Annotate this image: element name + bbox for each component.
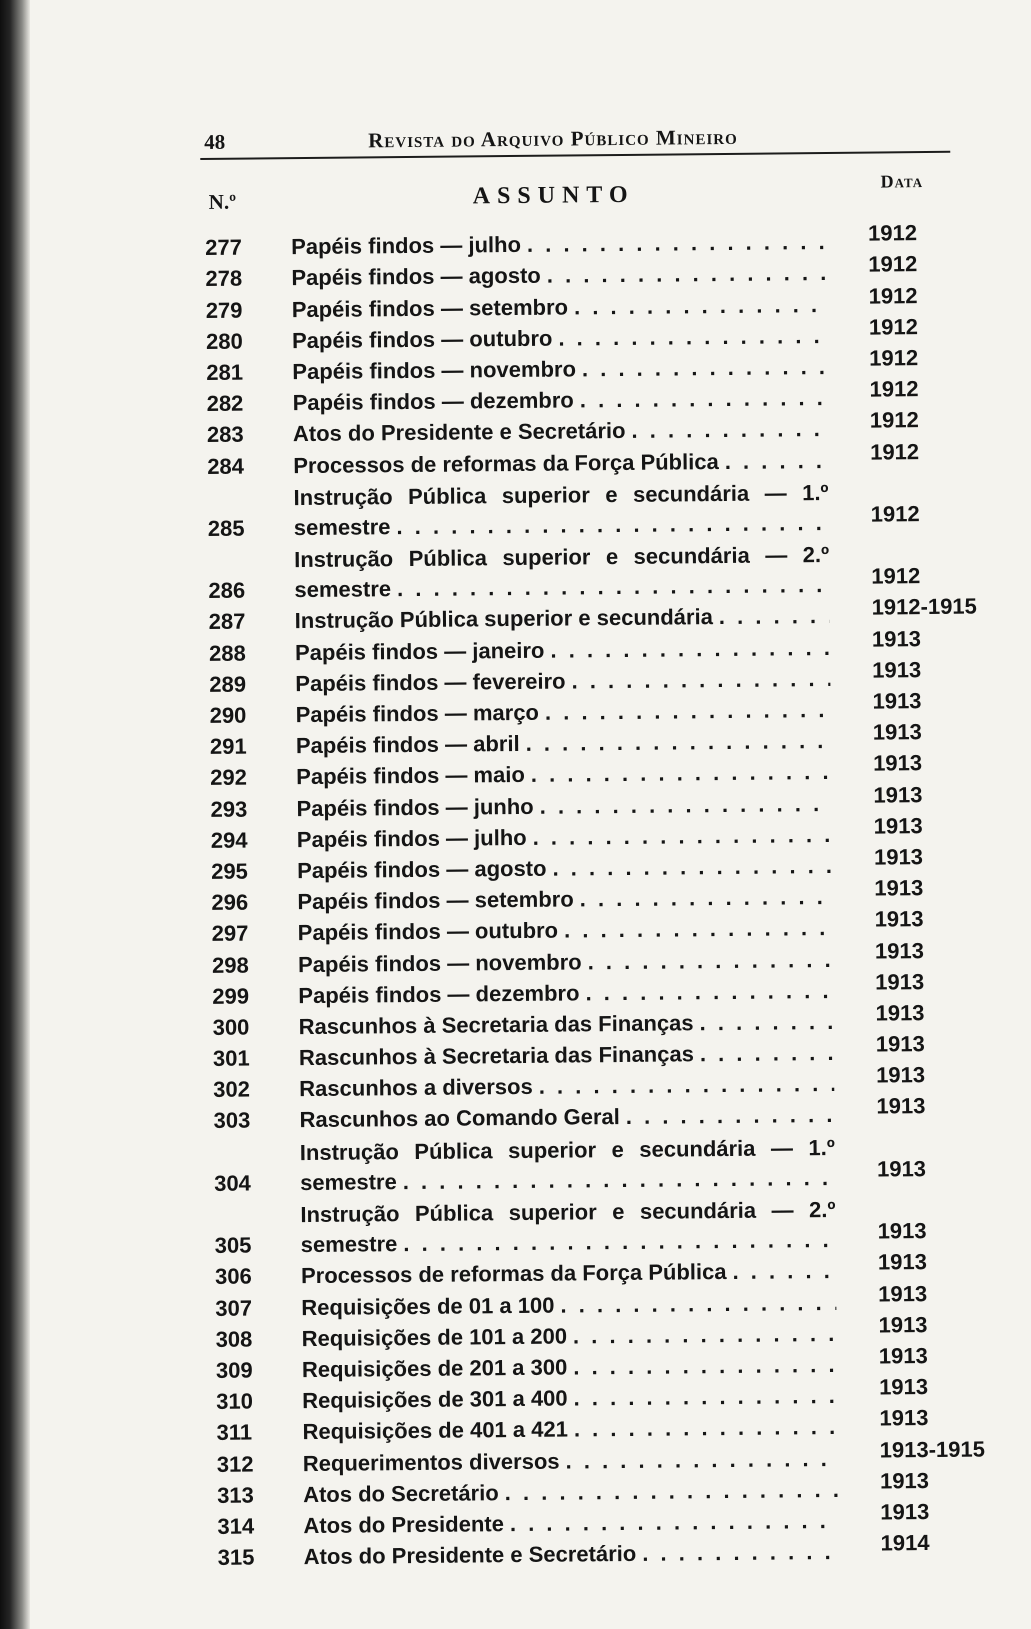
dot-leader bbox=[568, 294, 827, 318]
subject-text: Papéis findos — maio bbox=[296, 762, 525, 790]
subject-text: Atos do Secretário bbox=[303, 1479, 499, 1507]
dot-leader bbox=[693, 1011, 833, 1034]
dot-leader bbox=[544, 637, 830, 662]
dot-leader bbox=[625, 418, 828, 442]
dot-leader bbox=[576, 356, 828, 380]
subject-text: Papéis findos — novembro bbox=[297, 948, 582, 977]
entry-number: 283 bbox=[206, 421, 244, 448]
entry-subject bbox=[299, 1134, 835, 1195]
dot-leader bbox=[620, 1104, 835, 1128]
subject-text: Requisições de 201 a 300 bbox=[301, 1354, 568, 1383]
subject-continuation: semestre bbox=[293, 514, 391, 541]
subject-text: Requisições de 01 a 100 bbox=[301, 1292, 555, 1320]
entry-number: 303 bbox=[213, 1108, 251, 1134]
table-row bbox=[210, 1187, 1001, 1257]
dot-leader bbox=[397, 1229, 836, 1255]
dot-leader bbox=[694, 1042, 834, 1065]
subject-text: Requisições de 401 a 421 bbox=[302, 1416, 569, 1445]
subject-text: Papéis findos — novembro bbox=[292, 356, 577, 385]
entry-date: 1912 bbox=[868, 251, 918, 277]
entry-subject bbox=[293, 479, 829, 541]
subject-text: Requisições de 301 a 400 bbox=[302, 1385, 568, 1414]
dot-leader bbox=[567, 1385, 837, 1410]
column-header-number: N.º bbox=[208, 189, 237, 214]
entry-number: 313 bbox=[217, 1482, 254, 1508]
book-binding-edge bbox=[0, 0, 30, 1629]
entry-date: 1912 bbox=[869, 407, 919, 433]
subject-text: Papéis findos — agosto bbox=[297, 855, 547, 884]
column-header-date: Data bbox=[880, 171, 924, 192]
entry-number: 289 bbox=[209, 671, 247, 697]
entry-number: 279 bbox=[205, 297, 243, 323]
subject-text: Papéis findos — junho bbox=[296, 793, 534, 821]
entry-date: 1913 bbox=[873, 812, 923, 839]
entry-date: 1913 bbox=[874, 906, 924, 932]
entry-date: 1912 bbox=[867, 220, 918, 246]
dot-leader bbox=[499, 1479, 839, 1504]
dot-leader bbox=[567, 1323, 837, 1348]
dot-leader bbox=[397, 1167, 836, 1193]
dot-leader bbox=[719, 449, 829, 472]
dot-leader bbox=[527, 824, 832, 849]
subject-text: Papéis findos — julho bbox=[291, 232, 522, 260]
subject-continuation: semestre bbox=[294, 576, 392, 603]
subject-text: Papéis findos — outubro bbox=[291, 325, 553, 353]
subject-text: Atos do Presidente e Secretário bbox=[303, 1541, 637, 1570]
entry-number: 307 bbox=[215, 1295, 253, 1321]
entry-date: 1913 bbox=[880, 1499, 930, 1525]
entry-date: 1912 bbox=[869, 376, 919, 402]
dot-leader bbox=[567, 1354, 837, 1379]
subject-text: Papéis findos — dezembro bbox=[292, 387, 574, 416]
entry-subject bbox=[294, 544, 829, 601]
subject-text: Papéis findos — janeiro bbox=[294, 637, 545, 665]
table-row bbox=[203, 470, 994, 540]
entry-number: 312 bbox=[216, 1451, 254, 1477]
catalog-table bbox=[201, 220, 1004, 1569]
entry-number: 301 bbox=[212, 1045, 250, 1072]
entry-number: 306 bbox=[214, 1263, 252, 1290]
dot-leader bbox=[520, 730, 831, 755]
entry-date: 1913 bbox=[878, 1343, 928, 1369]
entry-date: 1913 bbox=[873, 750, 923, 776]
subject-text: Processos de reformas da Força Pública bbox=[300, 1259, 727, 1289]
entry-number: 302 bbox=[213, 1076, 251, 1103]
entry-date: 1913 bbox=[874, 937, 924, 964]
entry-number: 282 bbox=[206, 390, 244, 417]
dot-leader bbox=[582, 948, 834, 972]
entry-number: 294 bbox=[210, 827, 248, 853]
column-header-subject: ASSUNTO bbox=[472, 181, 635, 210]
entry-number: 280 bbox=[205, 328, 243, 354]
entry-subject bbox=[300, 1199, 835, 1256]
entry-number: 281 bbox=[206, 359, 244, 385]
subject-text: Papéis findos — dezembro bbox=[298, 980, 580, 1008]
dot-leader bbox=[574, 886, 833, 910]
subject-text: Rascunhos à Secretaria das Finanças bbox=[298, 1010, 694, 1040]
dot-leader bbox=[558, 917, 833, 942]
journal-title: Revista do Arquivo Público Mineiro bbox=[368, 124, 738, 153]
entry-date: 1913 bbox=[878, 1280, 928, 1307]
entry-date: 1913 bbox=[873, 844, 924, 870]
entry-number: 292 bbox=[210, 764, 248, 791]
entry-number: 287 bbox=[208, 609, 246, 635]
entry-number: 308 bbox=[215, 1326, 253, 1352]
dot-leader bbox=[568, 1416, 838, 1441]
entry-number: 296 bbox=[211, 889, 249, 916]
dot-leader bbox=[636, 1541, 839, 1565]
subject-text: Instrução Pública superior e secundária — 1.º bbox=[293, 479, 829, 511]
dot-leader bbox=[391, 574, 830, 600]
subject-text: Rascunhos a diversos bbox=[299, 1074, 533, 1102]
entry-date: 1913 bbox=[875, 1031, 925, 1057]
subject-text: Papéis findos — fevereiro bbox=[295, 668, 566, 696]
dot-leader bbox=[541, 262, 827, 287]
entry-date: 1914 bbox=[880, 1530, 930, 1556]
page-number: 48 bbox=[204, 129, 226, 154]
entry-date: 1912 bbox=[871, 563, 921, 589]
subject-text: Requerimentos diversos bbox=[302, 1448, 560, 1476]
subject-text: Papéis findos — abril bbox=[295, 731, 520, 759]
subject-text: Atos do Presidente e Secretário bbox=[292, 418, 626, 447]
subject-text: Papéis findos — setembro bbox=[291, 294, 569, 322]
dot-leader bbox=[552, 325, 827, 350]
table-row bbox=[210, 1125, 1001, 1195]
subject-text: Requisições de 101 a 200 bbox=[301, 1323, 568, 1351]
entry-date: 1913 bbox=[872, 688, 922, 714]
entry-number: 277 bbox=[205, 234, 242, 261]
subject-text: Rascunhos ao Comando Geral bbox=[299, 1104, 620, 1133]
entry-date: 1912 bbox=[868, 313, 919, 340]
entry-number: 309 bbox=[215, 1357, 253, 1383]
entry-date: 1913 bbox=[872, 656, 922, 683]
entry-number: 286 bbox=[208, 577, 246, 604]
entry-number: 314 bbox=[217, 1513, 255, 1539]
entry-number: 310 bbox=[216, 1388, 254, 1415]
entry-date: 1913 bbox=[878, 1311, 928, 1338]
entry-date: 1913 bbox=[879, 1405, 929, 1431]
entry-date: 1913 bbox=[873, 781, 923, 808]
dot-leader bbox=[521, 231, 826, 256]
subject-text: Processos de reformas da Força Pública bbox=[293, 448, 719, 478]
subject-text: Papéis findos — julho bbox=[296, 824, 527, 852]
subject-text: Papéis findos — outubro bbox=[297, 917, 559, 946]
entry-number: 297 bbox=[211, 920, 249, 947]
entry-number: 285 bbox=[207, 515, 245, 541]
dot-leader bbox=[559, 1448, 837, 1473]
entry-number: 293 bbox=[210, 796, 248, 822]
dot-leader bbox=[539, 699, 831, 724]
column-headers bbox=[200, 152, 991, 228]
entry-date: 1913 bbox=[876, 1155, 927, 1182]
dot-leader bbox=[504, 1510, 839, 1535]
entry-number: 304 bbox=[214, 1170, 251, 1196]
entry-date: 1913-1915 bbox=[879, 1436, 986, 1463]
dot-leader bbox=[546, 855, 832, 880]
entry-date: 1913 bbox=[875, 968, 925, 995]
entry-number: 300 bbox=[212, 1014, 250, 1040]
subject-text: Atos do Presidente bbox=[303, 1511, 505, 1539]
entry-number: 288 bbox=[208, 640, 246, 666]
entry-number: 311 bbox=[216, 1419, 253, 1446]
entry-date: 1913 bbox=[872, 719, 922, 745]
entry-date: 1912 bbox=[870, 501, 920, 527]
entry-date: 1912 bbox=[868, 282, 918, 309]
subject-text: Instrução Pública superior e secundária — 2.º bbox=[300, 1197, 836, 1228]
entry-number: 290 bbox=[209, 702, 247, 728]
subject-text: Instrução Pública superior e secundária bbox=[294, 604, 713, 634]
entry-date: 1912 bbox=[870, 438, 920, 465]
subject-text: Papéis findos — setembro bbox=[297, 886, 574, 915]
entry-subject bbox=[304, 1541, 839, 1568]
entry-date: 1913 bbox=[878, 1374, 929, 1400]
document-page bbox=[200, 120, 1004, 1629]
subject-text: Papéis findos — março bbox=[295, 699, 540, 728]
entry-number: 315 bbox=[217, 1544, 255, 1571]
entry-date: 1913 bbox=[876, 1062, 926, 1088]
entry-number: 291 bbox=[209, 733, 247, 760]
dot-leader bbox=[713, 605, 830, 628]
dot-leader bbox=[565, 668, 830, 693]
entry-date: 1913 bbox=[876, 1093, 926, 1120]
entry-number: 299 bbox=[212, 983, 250, 1009]
subject-text: Rascunhos à Secretaria das Finanças bbox=[298, 1041, 694, 1071]
dot-leader bbox=[534, 793, 832, 818]
subject-text: Instrução Pública superior e secundária — 1.º bbox=[299, 1134, 835, 1165]
entry-date: 1912 bbox=[869, 345, 919, 371]
entry-number: 278 bbox=[205, 265, 243, 292]
entry-number: 298 bbox=[211, 952, 249, 978]
entry-date: 1913 bbox=[877, 1218, 927, 1244]
entry-date: 1913 bbox=[877, 1249, 927, 1275]
entry-date: 1913 bbox=[871, 625, 922, 652]
entry-number: 305 bbox=[214, 1232, 252, 1259]
entry-number: 284 bbox=[207, 453, 245, 479]
dot-leader bbox=[390, 512, 829, 538]
entry-date: 1912-1915 bbox=[871, 594, 977, 621]
dot-leader bbox=[574, 387, 828, 411]
dot-leader bbox=[554, 1292, 836, 1317]
dot-leader bbox=[726, 1260, 836, 1283]
entry-date: 1913 bbox=[874, 875, 924, 901]
subject-text: Instrução Pública superior e secundária — 2.º bbox=[294, 542, 830, 573]
subject-continuation: semestre bbox=[300, 1169, 397, 1195]
entry-date: 1913 bbox=[879, 1467, 930, 1494]
subject-continuation: semestre bbox=[300, 1231, 398, 1258]
dot-leader bbox=[579, 980, 833, 1004]
table-row bbox=[204, 532, 995, 602]
dot-leader bbox=[525, 761, 832, 786]
dot-leader bbox=[533, 1073, 835, 1098]
subject-text: Papéis findos — agosto bbox=[291, 263, 541, 291]
entry-number: 295 bbox=[211, 858, 248, 884]
entry-date: 1913 bbox=[875, 999, 925, 1026]
